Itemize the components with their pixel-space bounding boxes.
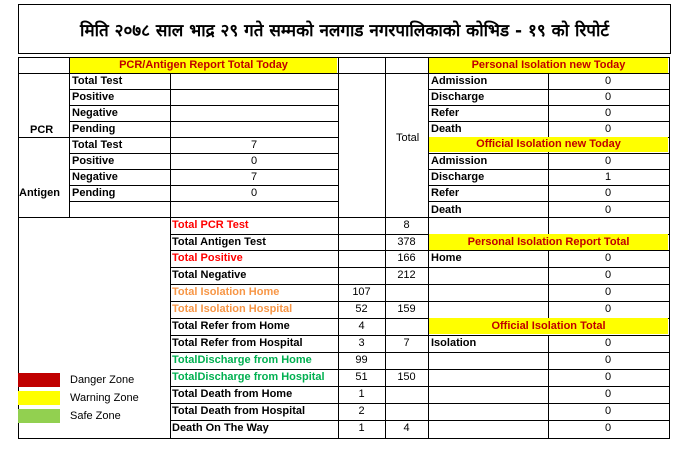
totals-row-total: 4 [403,422,410,434]
personal-today-label: Admission [431,75,488,87]
totals-row-total: 150 [397,371,416,383]
totals-row-label: Total Refer from Hospital [172,337,303,349]
totals-row-label: Total Refer from Home [172,320,290,332]
official-today-value: 0 [604,155,612,167]
totals-row-value: 2 [358,405,365,417]
personal-total-label: Home [431,252,462,264]
grid-line [69,201,339,202]
totals-row-total: 159 [397,303,416,315]
official-total-label: Isolation [431,337,477,349]
antigen-row-label: Positive [72,155,115,167]
personal-today-value: 0 [604,75,612,87]
personal-today-label: Discharge [431,91,485,103]
official-today-label: Death [431,204,462,216]
totals-row-value: 1 [358,422,365,434]
antigen-row-value: 7 [250,139,258,151]
antigen-row-label: Negative [72,171,118,183]
totals-row-value: 1 [358,388,365,400]
totals-row-label: TotalDischarge from Hospital [172,371,325,383]
totals-row-label: Death On The Way [172,422,269,434]
report-title: मिति २०७८ साल भाद्र २९ गते सम्मको नलगाड नगरपालिकाको कोभिड - १९ को रिपोर्ट [80,20,609,41]
totals-row-total: 378 [397,236,416,248]
totals-row-label: Total PCR Test [172,219,249,231]
antigen-row-label: Total Test [72,139,123,151]
grid-line [170,217,171,439]
totals-row-label: Total Isolation Hospital [172,303,293,315]
official-total-value: 0 [604,354,612,366]
personal-isolation-today-header: Personal Isolation new Today [471,59,626,71]
pcr-row-label: Pending [72,123,116,135]
personal-today-value: 0 [604,107,612,119]
official-total-value: 0 [604,337,612,349]
grid-line [669,57,670,439]
official-isolation-today-header: Official Isolation new Today [476,138,621,150]
danger-zone-label: Danger Zone [70,374,135,386]
totals-row-value: 3 [358,337,365,349]
warning-zone-swatch [18,391,60,405]
grid-line [428,201,670,202]
pcr-label: PCR [30,124,54,136]
official-today-label: Refer [431,187,460,199]
totals-row-value: 107 [352,286,371,298]
totals-row-value: 99 [355,354,368,366]
pcr-row-label: Positive [72,91,115,103]
official-today-value: 0 [604,187,612,199]
personal-today-value: 0 [604,123,612,135]
totals-row-total: 166 [397,252,416,264]
antigen-row-value: 7 [250,171,258,183]
total-label: Total [396,132,420,144]
grid-line [18,438,670,439]
safe-zone-label: Safe Zone [70,410,121,422]
official-total-value: 0 [604,405,612,417]
pcr-row-label: Negative [72,107,118,119]
personal-today-label: Refer [431,107,460,119]
grid-line [69,57,70,218]
totals-row-label: Total Death from Hospital [172,405,306,417]
official-today-label: Admission [431,155,488,167]
totals-row-value: 4 [358,320,365,332]
official-total-value: 0 [604,371,612,383]
personal-today-value: 0 [604,91,612,103]
pcr-row-label: Total Test [72,75,123,87]
totals-row-label: Total Positive [172,252,243,264]
totals-row-total: 7 [403,337,410,349]
antigen-row-value: 0 [250,155,258,167]
antigen-row-label: Pending [72,187,116,199]
personal-total-value: 0 [604,269,612,281]
totals-row-label: Total Negative [172,269,247,281]
personal-total-value: 0 [604,303,612,315]
official-total-value: 0 [604,422,612,434]
totals-row-label: Total Isolation Home [172,286,280,298]
totals-row-label: TotalDischarge from Home [172,354,312,366]
totals-row-label: Total Antigen Test [172,236,266,248]
official-today-value: 1 [604,171,612,183]
totals-row-total: 212 [397,269,416,281]
official-today-label: Discharge [431,171,485,183]
official-total-value: 0 [604,388,612,400]
official-isolation-total-header: Official Isolation Total [491,320,606,332]
warning-zone-label: Warning Zone [70,392,139,404]
antigen-label: Antigen [19,187,60,199]
totals-row-label: Total Death from Home [172,388,293,400]
totals-row-value: 51 [355,371,368,383]
personal-today-label: Death [431,123,462,135]
official-today-value: 0 [604,204,612,216]
antigen-row-value: 0 [250,187,258,199]
personal-isolation-total-header: Personal Isolation Report Total [467,236,630,248]
totals-row-value: 52 [355,303,368,315]
safe-zone-swatch [18,409,60,423]
totals-row-total: 8 [403,219,410,231]
personal-total-value: 0 [604,286,612,298]
danger-zone-swatch [18,373,60,387]
personal-total-value: 0 [604,252,612,264]
pcr-antigen-header: PCR/Antigen Report Total Today [119,59,288,71]
